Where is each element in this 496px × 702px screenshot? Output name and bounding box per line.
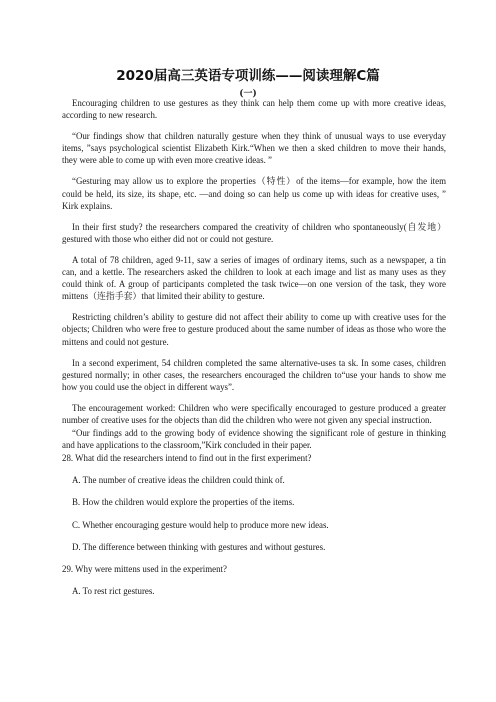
paragraph: A total of 78 children, aged 9-11, saw a series of images of ordinary items, such as a newspaper, a tin can, and a kettle. The researchers asked the children to look at each image and list as many uses as they could think of. A group of participants completed the task twice—on one version of the task, they wore mittens（连指手套）that limited their ability to gesture. — [62, 254, 446, 302]
paragraph: In a second experiment, 54 children completed the same alternative-uses ta sk. In some cases, children gestured normally; in other cases, the researchers encouraged the children to“use your hands to show me how you could use the object in different ways”. — [62, 357, 446, 392]
paragraph: Encouraging children to use gestures as they think can help them come up with more creative ideas, according to new research. — [62, 98, 446, 121]
paragraph: “Our findings show that children naturally gesture when they think of unusual ways to use everyday items, ”says psychological scientist Elizabeth Kirk.“When we then a sked children to move their hands, they were able to come up with even more creative ideas. ” — [62, 131, 446, 166]
paragraph: The encouragement worked: Children who were specifically encouraged to gesture produced a greater number of creative uses for the objects than did the children who were not given any special instruction. — [62, 402, 446, 425]
document-title: 2020届高三英语专项训练——阅读理解C篇 — [116, 68, 380, 84]
passage-body — [62, 97, 446, 607]
paragraph: “Gesturing may allow us to explore the properties（特性）of the items—for example, how the item could be held, its size, its shape, etc. —and doing so can help us come up with ideas for creative uses, ” Kirk explains. — [62, 176, 446, 211]
paragraph: “Our findings add to the growing body of evidence showing the significant role of gesture in thinking and have applications to the classroom,”Kirk concluded in their paper. — [62, 428, 446, 451]
answer-option: C. Whether encouraging gesture would help to produce more new ideas. — [72, 519, 329, 530]
question-stem: 28. What did the researchers intend to find out in the first experiment? — [62, 453, 312, 464]
question-stem: 29. Why were mittens used in the experiment? — [62, 563, 227, 574]
answer-option: B. How the children would explore the properties of the items. — [72, 497, 295, 508]
answer-option: A. The number of creative ideas the children could think of. — [72, 475, 285, 486]
answer-option: D. The difference between thinking with gestures and without gestures. — [72, 541, 326, 552]
answer-option: A. To rest rict gestures. — [72, 585, 155, 596]
section-number: (一) — [239, 89, 257, 99]
paragraph: Restricting children’s ability to gesture did not affect their ability to come up with creative uses for the objects; Children who were free to gesture produced about the same number of ideas as those who wore the mittens and could not gesture. — [62, 312, 446, 347]
paragraph: In their first study? the researchers compared the creativity of children who spontaneously(自发地）gestured with those who either did not or could not gesture. — [62, 221, 446, 244]
